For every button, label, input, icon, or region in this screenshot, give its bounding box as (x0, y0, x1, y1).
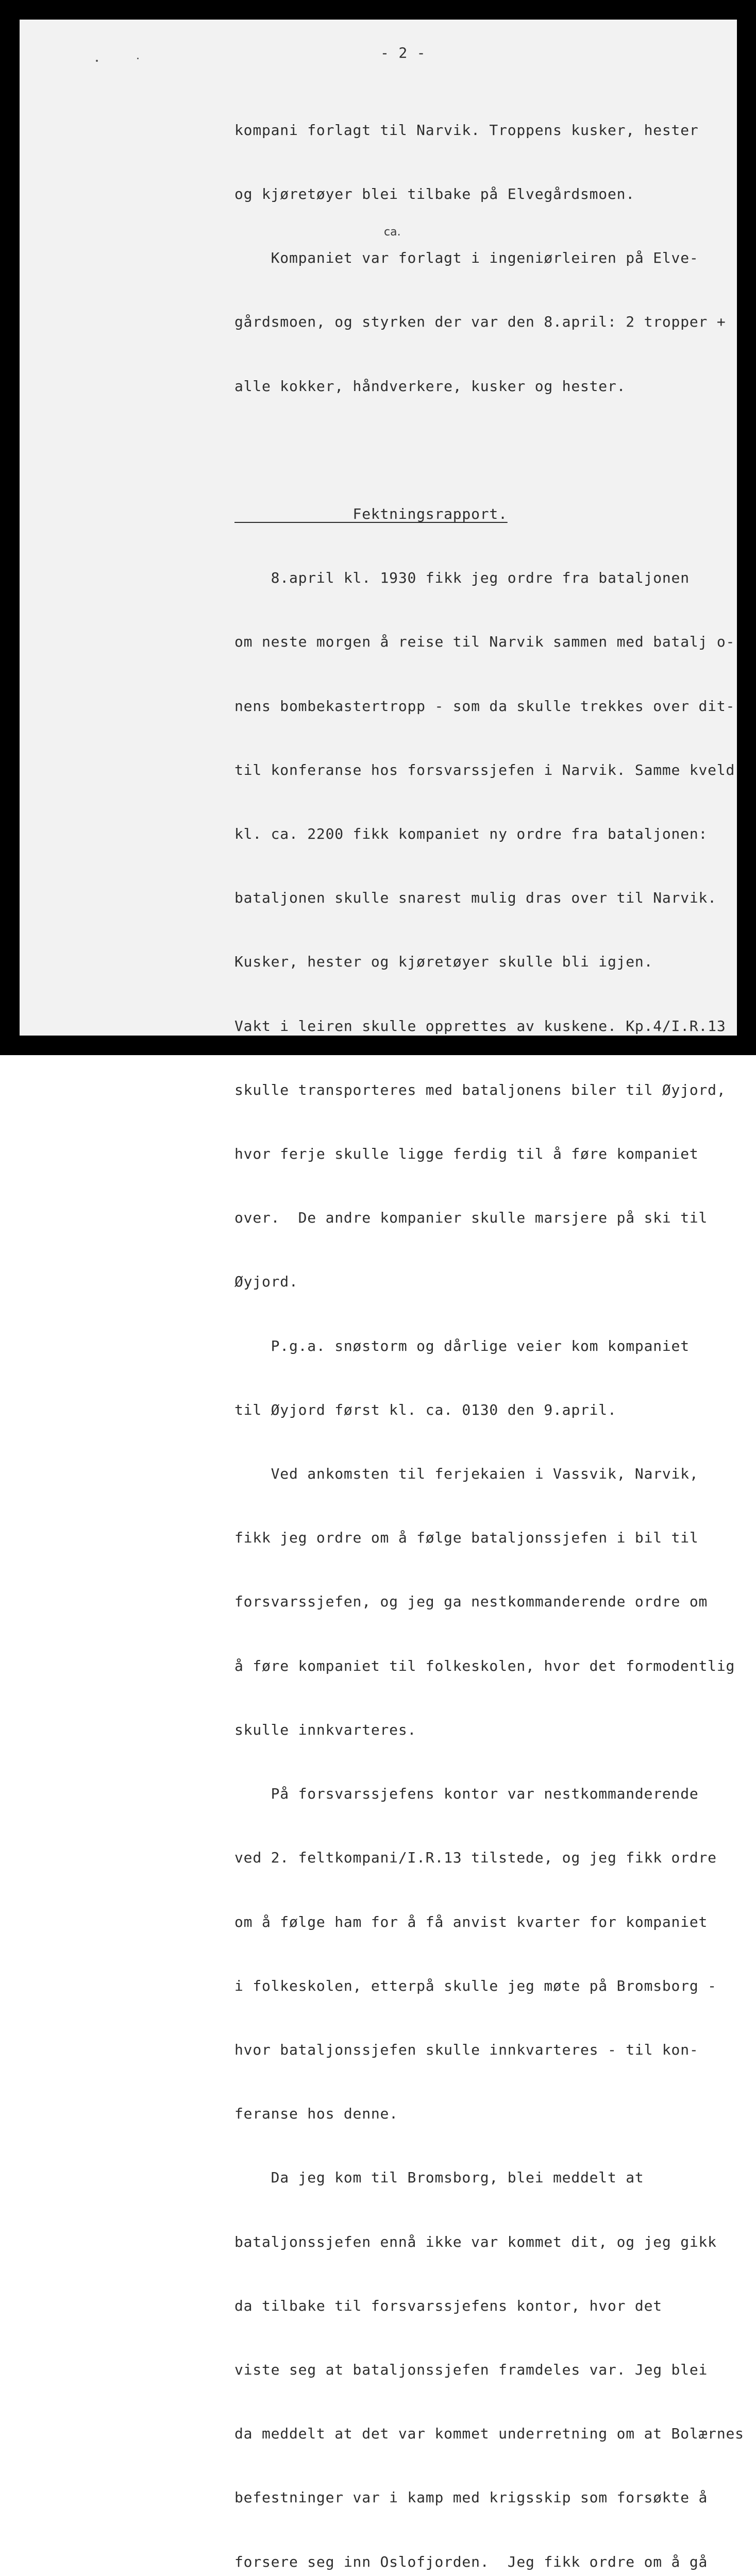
text-line: i folkeskolen, etterpå skulle jeg møte på Bromsborg - (234, 1977, 717, 1994)
text-line: gårdsmoen, og styrken der var den 8.april: 2 tropper + (234, 313, 726, 331)
text-line: kl. ca. 2200 fikk kompaniet ny ordre fra bataljonen: (234, 825, 708, 843)
text-line: kompani forlagt til Narvik. Troppens kusker, hester (234, 121, 699, 139)
text-line: over. De andre kompanier skulle marsjere på ski til (234, 1209, 708, 1227)
text-line: å føre kompaniet til folkeskolen, hvor det formodentlig (234, 1657, 735, 1674)
text-line: viste seg at bataljonssjefen framdeles var. Jeg blei (234, 2361, 708, 2378)
text-line: ved 2. feltkompani/I.R.13 tilstede, og jeg fikk ordre (234, 1849, 717, 1867)
text-line: alle kokker, håndverkere, kusker og hester. (234, 377, 626, 395)
document-body (234, 77, 744, 2576)
text-line: om å følge ham for å få anvist kvarter for kompaniet (234, 1913, 708, 1930)
text-line: Ved ankomsten til ferjekaien i Vassvik, Narvik, (234, 1465, 699, 1483)
handwritten-insertion: ca. (384, 226, 401, 239)
text-line: da tilbake til forsvarssjefens kontor, hvor det (234, 2297, 662, 2314)
text-line: Kusker, hester og kjøretøyer skulle bli igjen. (234, 953, 653, 971)
section-heading: Fektningsrapport. (234, 505, 508, 523)
text-line: bataljonen skulle snarest mulig dras over til Narvik. (234, 889, 717, 907)
text-line: forsere seg inn Oslofjorden. Jeg fikk ordre om å gå (234, 2553, 708, 2570)
text-line: nens bombekastertropp - som da skulle trekkes over dit- (234, 697, 735, 715)
text-line: fikk jeg ordre om å følge bataljonssjefen i bil til (234, 1529, 699, 1547)
blank-line (234, 439, 744, 461)
text-line: skulle transporteres med bataljonens biler til Øyjord, (234, 1081, 726, 1098)
text-line: Kompaniet var forlagt i ingeniørleiren på Elve- (234, 249, 699, 267)
text-line: bataljonssjefen ennå ikke var kommet dit, og jeg gikk (234, 2233, 717, 2250)
text-line: forsvarssjefen, og jeg ga nestkommanderende ordre om (234, 1593, 708, 1611)
text-line: Da jeg kom til Bromsborg, blei meddelt at (234, 2169, 644, 2187)
text-line: P.g.a. snøstorm og dårlige veier kom kompaniet (234, 1337, 690, 1354)
text-line: 8.april kl. 1930 fikk jeg ordre fra bataljonen (234, 569, 690, 587)
page-number: - 2 - (380, 44, 426, 61)
text-line: På forsvarssjefens kontor var nestkommanderende (234, 1785, 699, 1803)
text-line: og kjøretøyer blei tilbake på Elvegårdsmoen. (234, 185, 635, 203)
ink-speck (137, 58, 139, 59)
text-line: hvor bataljonssjefen skulle innkvarteres - til kon- (234, 2041, 699, 2058)
text-line: hvor ferje skulle ligge ferdig til å føre kompaniet (234, 1145, 699, 1163)
text-line: til konferanse hos forsvarssjefen i Narvik. Samme kveld (234, 761, 735, 778)
text-line: feranse hos denne. (234, 2105, 398, 2123)
text-line: Øyjord. (234, 1273, 298, 1291)
text-line: om neste morgen å reise til Narvik sammen med batalj o- (234, 633, 735, 651)
text-line: da meddelt at det var kommet underretning om at Bolærnes (234, 2425, 744, 2443)
text-line: befestninger var i kamp med krigsskip som forsøkte å (234, 2489, 708, 2506)
text-line: Vakt i leiren skulle opprettes av kuskene. Kp.4/I.R.13 (234, 1017, 726, 1035)
text-line: skulle innkvarteres. (234, 1721, 417, 1738)
ink-speck (96, 60, 98, 62)
text-line: til Øyjord først kl. ca. 0130 den 9.april. (234, 1401, 617, 1418)
